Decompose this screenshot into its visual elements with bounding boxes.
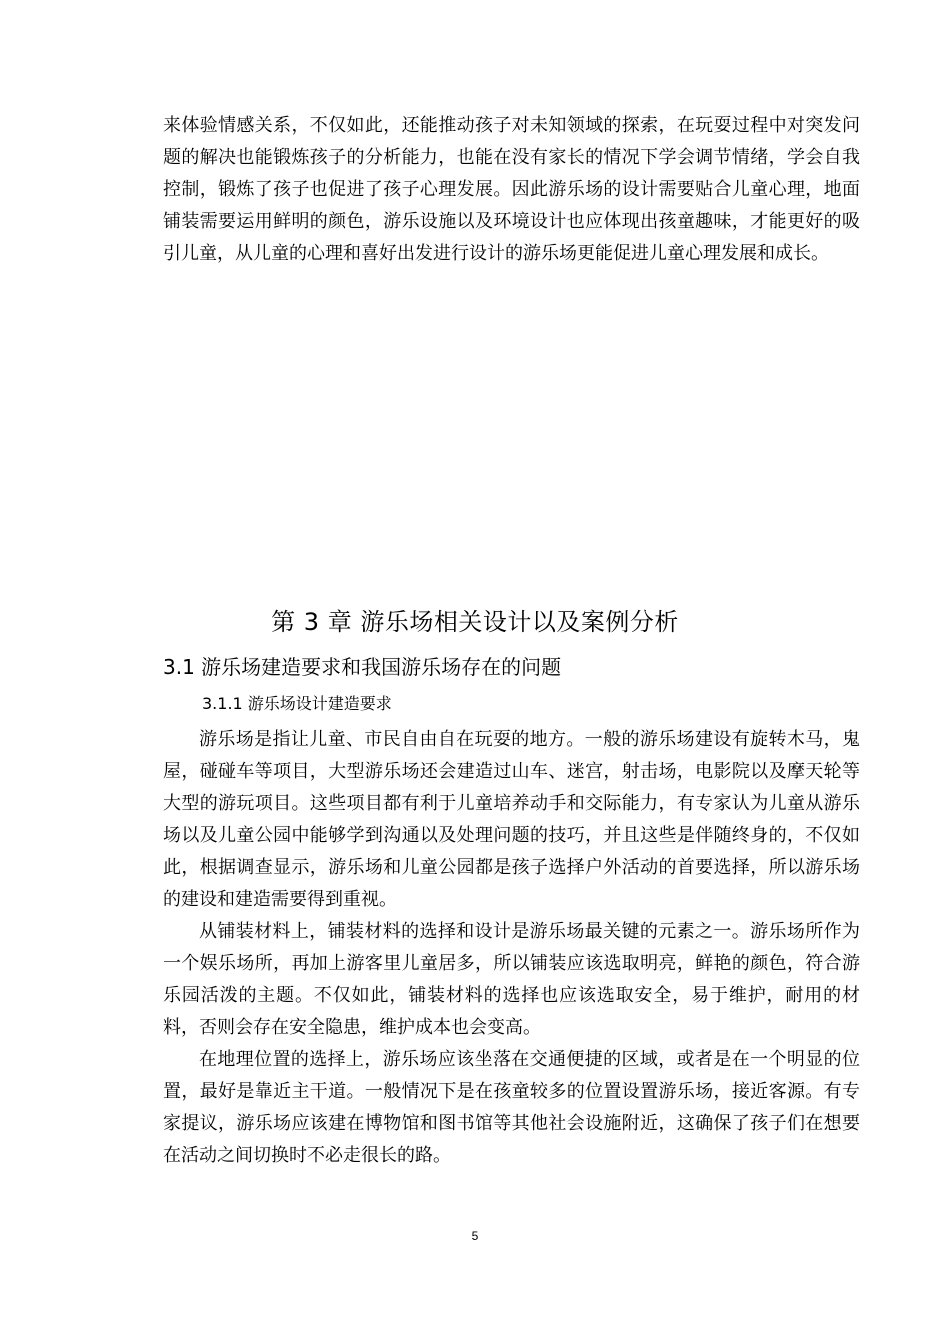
subsection-title: 3.1.1 游乐场设计建造要求 bbox=[202, 694, 392, 713]
body-paragraph: 在地理位置的选择上，游乐场应该坐落在交通便捷的区域，或者是在一个明显的位置，最好是靠近主干道。一般情况下是在孩童较多的位置设置游乐场，接近客源。有专家提议，游乐场应该建在博物馆和图书馆等其他社会设施附近，这确保了孩子们在想要在活动之间切换时不必走很长的路。 bbox=[163, 1049, 860, 1166]
section-title: 3.1 游乐场建造要求和我国游乐场存在的问题 bbox=[163, 655, 562, 679]
chapter-title: 第 3 章 游乐场相关设计以及案例分析 bbox=[271, 608, 679, 636]
continuation-paragraph-block bbox=[163, 110, 860, 270]
body-paragraphs bbox=[163, 724, 860, 1172]
page-number: 5 bbox=[471, 1229, 479, 1243]
body-paragraph: 游乐场是指让儿童、市民自由自在玩耍的地方。一般的游乐场建设有旋转木马，鬼屋，碰碰车等项目，大型游乐场还会建造过山车、迷宫，射击场，电影院以及摩天轮等大型的游玩项目。这些项目都有利于儿童培养动手和交际能力，有专家认为儿童从游乐场以及儿童公园中能够学到沟通以及处理问题的技巧，并且这些是伴随终身的，不仅如此，根据调查显示，游乐场和儿童公园都是孩子选择户外活动的首要选择，所以游乐场的建设和建造需要得到重视。 bbox=[163, 729, 860, 910]
body-paragraph: 从铺装材料上，铺装材料的选择和设计是游乐场最关键的元素之一。游乐场所作为一个娱乐场所，再加上游客里儿童居多，所以铺装应该选取明亮，鲜艳的颜色，符合游乐园活泼的主题。不仅如此，铺装材料的选择也应该选取安全，易于维护，耐用的材料，否则会存在安全隐患，维护成本也会变高。 bbox=[163, 921, 860, 1038]
continuation-paragraph: 来体验情感关系，不仅如此，还能推动孩子对未知领域的探索，在玩耍过程中对突发问题的解决也能锻炼孩子的分析能力，也能在没有家长的情况下学会调节情绪，学会自我控制，锻炼了孩子也促进了孩子心理发展。因此游乐场的设计需要贴合儿童心理，地面铺装需要运用鲜明的颜色，游乐设施以及环境设计也应体现出孩童趣味，才能更好的吸引儿童，从儿童的心理和喜好出发进行设计的游乐场更能促进儿童心理发展和成长。 bbox=[163, 115, 860, 264]
